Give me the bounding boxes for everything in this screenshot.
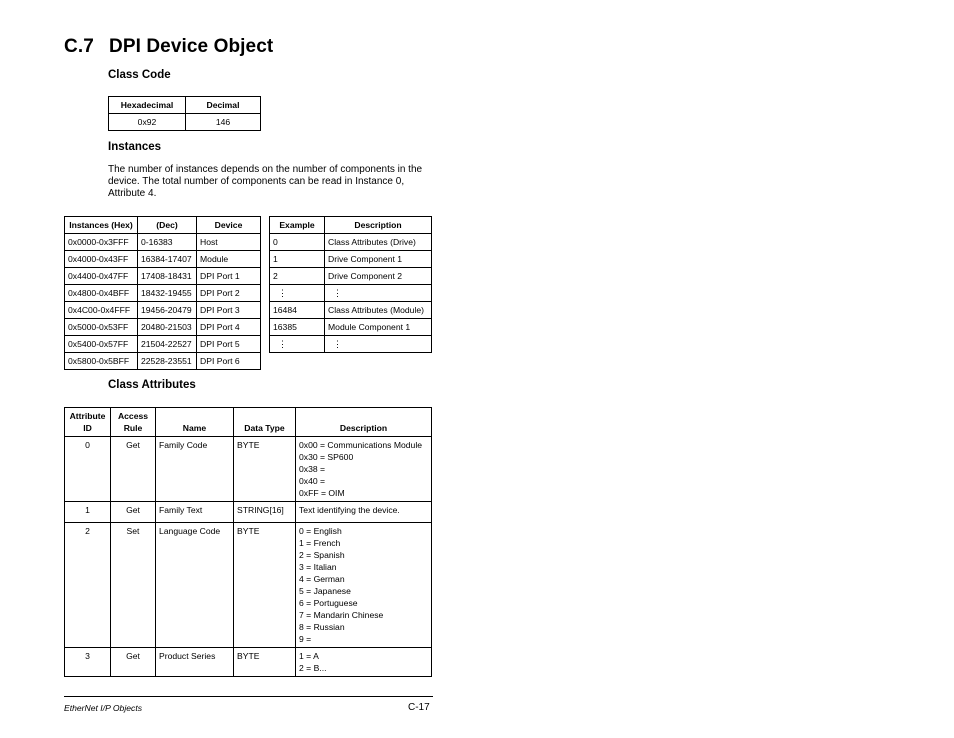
table-cell: 17408-18431 (138, 268, 197, 285)
description-line: 0 = English (299, 526, 342, 536)
class-code-table (108, 96, 261, 131)
table-cell: Module (197, 251, 261, 268)
table-cell: 19456-20479 (138, 302, 197, 319)
attribute-id-cell: 2 (65, 523, 111, 648)
description-line: 2 = B... (299, 663, 327, 673)
page-number: C-17 (408, 702, 430, 713)
table-cell: DPI Port 2 (197, 285, 261, 302)
table-cell: 0-16383 (138, 234, 197, 251)
table-cell: DPI Port 3 (197, 302, 261, 319)
name-header: Name (156, 408, 234, 437)
data-type-cell: BYTE (234, 523, 296, 648)
description-cell (296, 502, 432, 523)
table-cell: Class Attributes (Module) (325, 302, 432, 319)
example-header: Example (270, 217, 325, 234)
description-line: 8 = Russian (299, 622, 345, 632)
name-cell: Family Text (156, 502, 234, 523)
description-line: 0x00 = Communications Module (299, 440, 423, 450)
name-cell: Product Series (156, 648, 234, 677)
table-row (65, 319, 261, 336)
table-cell: Drive Component 1 (325, 251, 432, 268)
data-type-header: Data Type (234, 408, 296, 437)
access-rule-header: Access Rule (111, 408, 156, 437)
dec-header: Decimal (186, 97, 261, 114)
table-cell: 16484 (270, 302, 325, 319)
table-row (65, 268, 261, 285)
description-line: 0x40 = (299, 476, 326, 486)
table-cell: ⋮ (270, 336, 325, 353)
table-cell: DPI Port 6 (197, 353, 261, 370)
table-cell: ⋮ (325, 285, 432, 302)
table-cell: Class Attributes (Drive) (325, 234, 432, 251)
attribute-id-cell: 0 (65, 437, 111, 502)
table-cell: Module Component 1 (325, 319, 432, 336)
description-header: Description (325, 217, 432, 234)
table-row (270, 319, 432, 336)
data-type-cell: STRING[16] (234, 502, 296, 523)
table-cell: 0x0000-0x3FFF (65, 234, 138, 251)
instances-paragraph: The number of instances depends on the number of components in the device. The total number of components can be read in Instance 0, Attribute 4. (108, 164, 423, 200)
name-cell: Family Code (156, 437, 234, 502)
description-line: 1 = A (299, 651, 319, 661)
access-rule-cell: Set (111, 523, 156, 648)
table-cell: 2 (270, 268, 325, 285)
description-line: 7 = Mandarin Chinese (299, 610, 384, 620)
description-header: Description (296, 408, 432, 437)
table-row (65, 648, 432, 677)
table-cell: DPI Port 1 (197, 268, 261, 285)
table-cell: Host (197, 234, 261, 251)
description-cell (296, 437, 432, 502)
table-cell: 0x5000-0x53FF (65, 319, 138, 336)
table-row (65, 302, 261, 319)
table-cell: 0x5800-0x5BFF (65, 353, 138, 370)
description-line: 9 = (299, 634, 312, 644)
class-attributes-heading: Class Attributes (108, 379, 196, 391)
footer-rule (64, 696, 433, 697)
access-rule-cell: Get (111, 648, 156, 677)
table-cell: DPI Port 4 (197, 319, 261, 336)
table-row (270, 336, 432, 353)
table-row (270, 302, 432, 319)
name-cell: Language Code (156, 523, 234, 648)
description-line: 0x30 = SP600 (299, 452, 354, 462)
hex-value: 0x92 (109, 114, 186, 131)
data-type-cell: BYTE (234, 648, 296, 677)
description-line: 6 = Portuguese (299, 598, 358, 608)
table-cell: 0 (270, 234, 325, 251)
table-cell: 0x4400-0x47FF (65, 268, 138, 285)
table-cell: 0x4C00-0x4FFF (65, 302, 138, 319)
attribute-id-cell: 1 (65, 502, 111, 523)
description-line: 5 = Japanese (299, 586, 351, 596)
description-line: 1 = French (299, 538, 341, 548)
instances-hex-header: Instances (Hex) (65, 217, 138, 234)
dec-value: 146 (186, 114, 261, 131)
table-row (270, 268, 432, 285)
class-attributes-table (64, 407, 432, 677)
description-line: 4 = German (299, 574, 345, 584)
table-row (270, 285, 432, 302)
description-line: Text identifying the device. (299, 505, 400, 515)
table-row (270, 234, 432, 251)
section-number: C.7 (64, 36, 94, 57)
table-cell: 18432-19455 (138, 285, 197, 302)
table-cell: Drive Component 2 (325, 268, 432, 285)
table-row (270, 251, 432, 268)
attr-id-header: Attribute ID (65, 408, 111, 437)
data-type-cell: BYTE (234, 437, 296, 502)
table-row (65, 437, 432, 502)
table-row (65, 502, 432, 523)
instance-examples-table (269, 216, 432, 353)
table-cell: 0x4800-0x4BFF (65, 285, 138, 302)
section-heading (64, 36, 273, 58)
table-row (65, 251, 261, 268)
table-cell: 0x4000-0x43FF (65, 251, 138, 268)
footer-section-name: EtherNet I/P Objects (64, 703, 143, 713)
description-cell (296, 648, 432, 677)
instances-dec-header: (Dec) (138, 217, 197, 234)
table-cell: 22528-23551 (138, 353, 197, 370)
class-code-heading: Class Code (108, 69, 171, 81)
hex-header: Hexadecimal (109, 97, 186, 114)
table-cell: ⋮ (270, 285, 325, 302)
table-cell: 20480-21503 (138, 319, 197, 336)
instances-heading: Instances (108, 141, 162, 153)
description-line: 0x38 = (299, 464, 326, 474)
description-cell (296, 523, 432, 648)
table-cell: 21504-22527 (138, 336, 197, 353)
section-title: DPI Device Object (109, 36, 274, 57)
access-rule-cell: Get (111, 437, 156, 502)
table-row (65, 234, 261, 251)
table-cell: 16384-17407 (138, 251, 197, 268)
instances-device-header: Device (197, 217, 261, 234)
table-row (65, 285, 261, 302)
table-cell: DPI Port 5 (197, 336, 261, 353)
description-line: 0xFF = OIM (299, 488, 345, 498)
description-line: 2 = Spanish (299, 550, 345, 560)
access-rule-cell: Get (111, 502, 156, 523)
table-row (65, 336, 261, 353)
table-row (65, 353, 261, 370)
description-line: 3 = Italian (299, 562, 337, 572)
table-cell: 16385 (270, 319, 325, 336)
table-cell: 1 (270, 251, 325, 268)
table-row (65, 523, 432, 648)
table-cell: ⋮ (325, 336, 432, 353)
attribute-id-cell: 3 (65, 648, 111, 677)
table-cell: 0x5400-0x57FF (65, 336, 138, 353)
instances-table (64, 216, 261, 370)
